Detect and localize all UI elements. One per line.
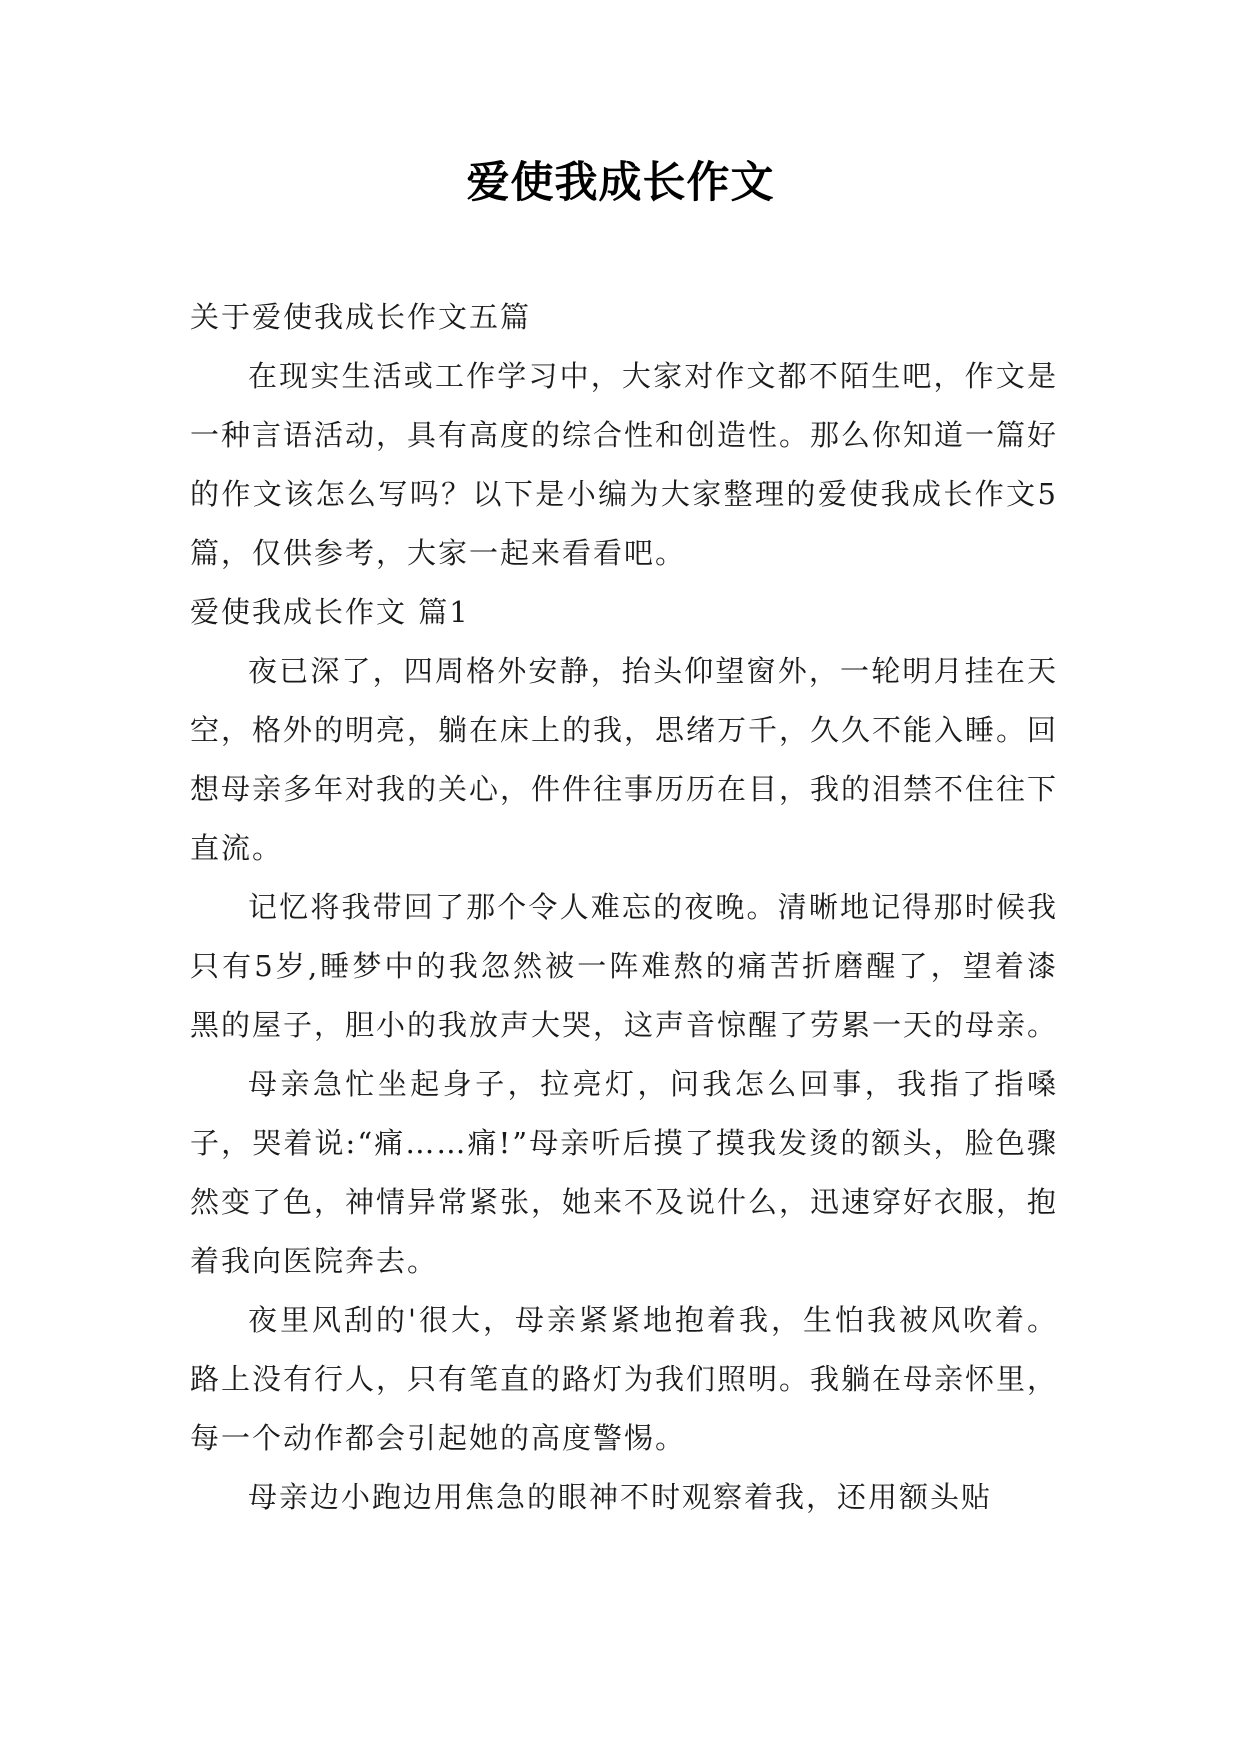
body-paragraph: 夜已深了，四周格外安静，抬头仰望窗外，一轮明月挂在天空，格外的明亮，躺在床上的我，思绪万千，久久不能入睡。回想母亲多年对我的关心，件件往事历历在目，我的泪禁不住往下直流。 [190,654,1059,865]
intro-paragraph: 在现实生活或工作学习中，大家对作文都不陌生吧，作文是一种言语活动，具有高度的综合性和创造性。那么你知道一篇好的作文该怎么写吗？以下是小编为大家整理的爱使我成长作文5篇，仅供参考，大家一起来看看吧。 [190,359,1059,570]
document-title: 爱使我成长作文 [466,158,775,208]
document-body [190,288,1058,1527]
body-paragraph: 母亲边小跑边用焦急的眼神不时观察着我，还用额头贴 [248,1480,993,1514]
intro-heading: 关于爱使我成长作文五篇 [190,300,532,334]
body-paragraph: 夜里风刮的'很大，母亲紧紧地抱着我，生怕我被风吹着。路上没有行人，只有笔直的路灯为我们照明。我躺在母亲怀里，每一个动作都会引起她的高度警惕。 [190,1303,1059,1455]
body-paragraph: 记忆将我带回了那个令人难忘的夜晚。清晰地记得那时候我只有5岁,睡梦中的我忽然被一阵难熬的痛苦折磨醒了，望着漆黑的屋子，胆小的我放声大哭，这声音惊醒了劳累一天的母亲。 [190,890,1059,1042]
section-heading: 爱使我成长作文 篇1 [190,595,470,629]
body-paragraph: 母亲急忙坐起身子，拉亮灯，问我怎么回事，我指了指嗓子，哭着说:“痛……痛!”母亲听后摸了摸我发烫的额头，脸色骤然变了色，神情异常紧张，她来不及说什么，迅速穿好衣服，抱着我向医院奔去。 [190,1067,1059,1278]
